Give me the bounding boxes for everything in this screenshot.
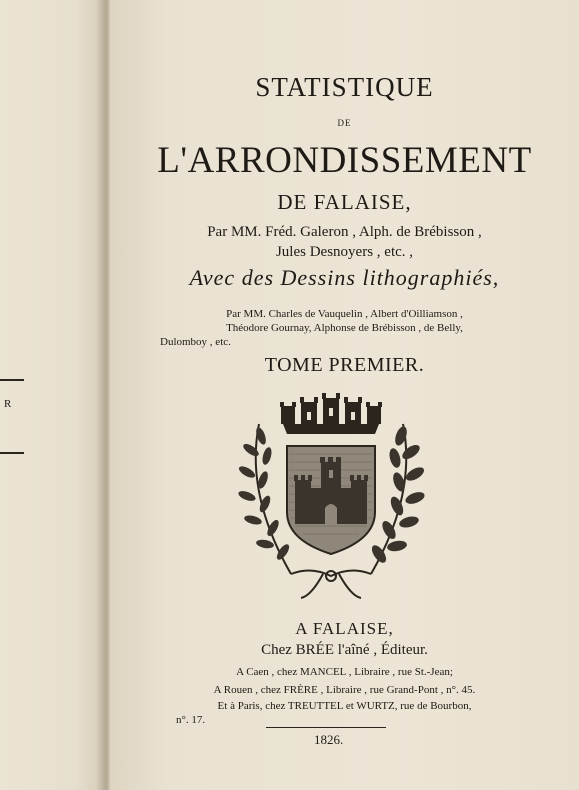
distributor-line: n°. 17.: [176, 714, 206, 726]
facing-page-fragment: R: [4, 398, 12, 410]
facing-page-rule: [0, 452, 24, 454]
title-connector: DE: [337, 118, 352, 128]
volume-label: TOME PREMIER.: [264, 354, 425, 376]
illustrators-line-2: Théodore Gournay, Alphonse de Brébisson , de Belly,: [226, 322, 463, 334]
falaise-coat-of-arms-icon: [231, 384, 431, 604]
imprint-place: A FALAISE,: [295, 619, 394, 638]
title-line-1: STATISTIQUE: [255, 72, 434, 102]
facing-page: [0, 0, 108, 790]
authors-line-1: Par MM. Fréd. Galeron , Alph. de Brébisson ,: [207, 224, 482, 240]
illustrations-heading: Avec des Dessins lithographiés,: [189, 265, 500, 290]
publication-year: 1826.: [314, 732, 344, 747]
illustrators-line-1: Par MM. Charles de Vauquelin , Albert d'Oilliamson ,: [226, 308, 463, 320]
imprint-rule: [266, 727, 386, 728]
distributor-line: A Rouen , chez FRÈRE , Libraire , rue Grand-Pont , n°. 45.: [213, 684, 476, 696]
facing-page-rule: [0, 379, 24, 381]
authors-line-2: Jules Desnoyers , etc. ,: [275, 244, 414, 260]
distributor-line: Et à Paris, chez TREUTTEL et WURTZ, rue de Bourbon,: [217, 700, 472, 712]
illustrators-line-3: Dulomboy , etc.: [160, 336, 231, 348]
distributor-line: A Caen , chez MANCEL , Libraire , rue St.-Jean;: [236, 666, 453, 678]
title-line-3: DE FALAISE,: [277, 190, 412, 214]
title-page: [110, 0, 579, 790]
title-line-2: L'ARRONDISSEMENT: [157, 140, 532, 181]
publisher-line: Chez BRÉE l'aîné , Éditeur.: [261, 642, 428, 658]
